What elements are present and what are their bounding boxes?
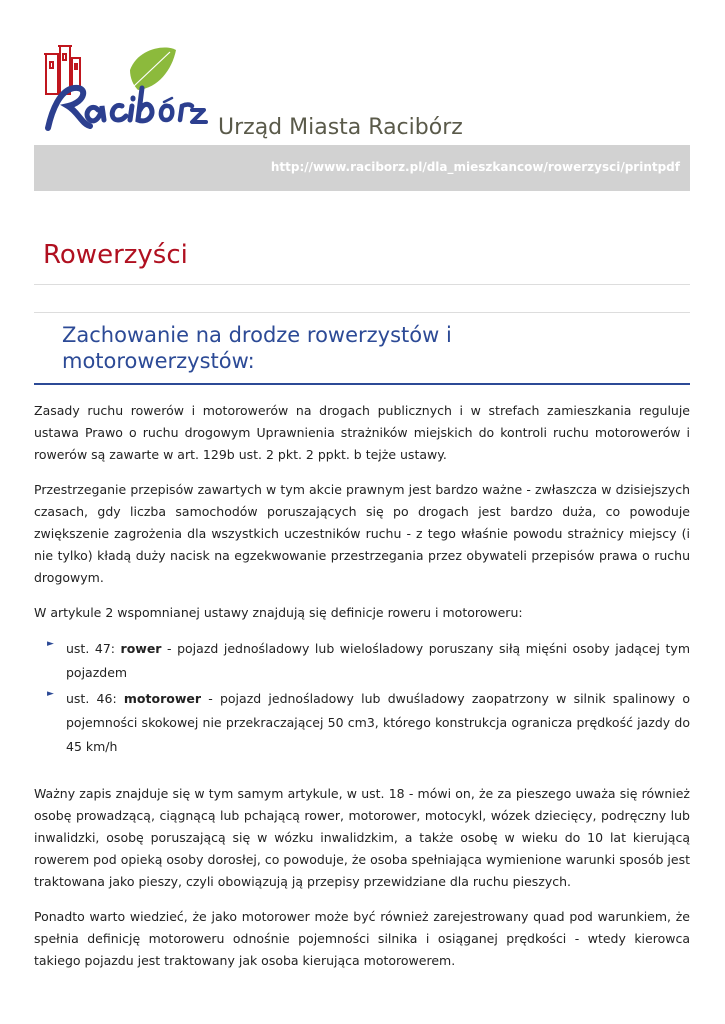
url-bar xyxy=(34,145,690,191)
paragraph-1: Zasady ruchu rowerów i motorowerów na drogach publicznych i w strefach zamieszkania reguluje ustawa Prawo o ruchu drogowym Uprawnienia strażników miejskich do kontroli ruchu motorowerów i rowerów są zawarte w art. 129b ust. 2 pkt. 2 ppkt. b tejże ustawy. xyxy=(34,403,690,462)
list-item-motorower xyxy=(34,687,690,759)
definitions-list xyxy=(34,637,690,759)
bullet-arrow-icon: ► xyxy=(47,639,54,649)
list-item-prefix: ust. 46: xyxy=(66,691,124,706)
list-item-text: - pojazd jednośladowy lub dwuśladowy zaopatrzony w silnik spalinowy o pojemności skokowej nie przekraczającej 50 cm3, którego konstrukcja ogranicza prędkość jazdy do 45 km/h xyxy=(66,691,690,754)
article-body xyxy=(34,400,690,985)
divider-top xyxy=(34,284,690,285)
list-item-term: motorower xyxy=(123,691,202,706)
list-item-term: rower xyxy=(120,641,162,656)
paragraph-2: Przestrzeganie przepisów zawartych w tym akcie prawnym jest bardzo ważne - zwłaszcza w dzisiejszych czasach, gdy liczba samochodów poruszających się po drogach jest bardzo duża, co powoduje zwiększenie zagrożenia dla wszystkich uczestników ruchu - z tego właśnie powodu strażnicy miejscy (i nie tylko) kładą duży nacisk na egzekwowanie przestrzegania przez obywateli przepisów prawa o ruchu drogowym. xyxy=(34,482,690,585)
subtitle-underline xyxy=(34,383,690,385)
org-title: Urząd Miasta Racibórz xyxy=(218,115,463,140)
raciborz-logo xyxy=(38,40,208,135)
list-item-prefix: ust. 47: xyxy=(66,641,121,656)
divider-second xyxy=(34,312,690,313)
list-item-rower xyxy=(34,637,690,685)
list-item-text: - pojazd jednośladowy lub wielośladowy poruszany siłą mięśni osoby jadącej tym pojazdem xyxy=(66,641,690,680)
page-title: Rowerzyści xyxy=(43,240,188,270)
paragraph-4: Ważny zapis znajduje się w tym samym artykule, w ust. 18 - mówi on, że za pieszego uważa się również osobę prowadzącą, ciągnącą lub pchającą rower, motorower, motocykl, wózek dziecięcy, podręczny lub inwalidzki, osobę poruszającą się w wózku inwalidzkim, a także osobę w wieku do 10 lat kierującą rowerem pod opieką osoby dorosłej, co powoduje, że osoba spełniająca wymienione warunki sposób jest traktowana jako pieszy, czyli obowiązują ją przepisy przewidziane dla ruchu pieszych. xyxy=(34,786,690,889)
page-url[interactable]: http://www.raciborz.pl/dla_mieszkancow/rowerzysci/printpdf xyxy=(270,160,680,174)
bullet-arrow-icon: ► xyxy=(47,689,54,699)
section-subtitle: Zachowanie na drodze rowerzystów i motorowerzystów: xyxy=(62,323,452,373)
paragraph-3: W artykule 2 wspomnianej ustawy znajdują się definicje roweru i motoroweru: xyxy=(34,605,523,620)
raciborz-logo-graphic xyxy=(38,40,208,135)
paragraph-5: Ponadto warto wiedzieć, że jako motorower może być również zarejestrowany quad pod warunkiem, że spełnia definicję motoroweru odnośnie pojemności silnika i osiąganej prędkości - wtedy kierowca takiego pojazdu jest traktowany jak osoba kierująca motorowerem. xyxy=(34,909,690,968)
